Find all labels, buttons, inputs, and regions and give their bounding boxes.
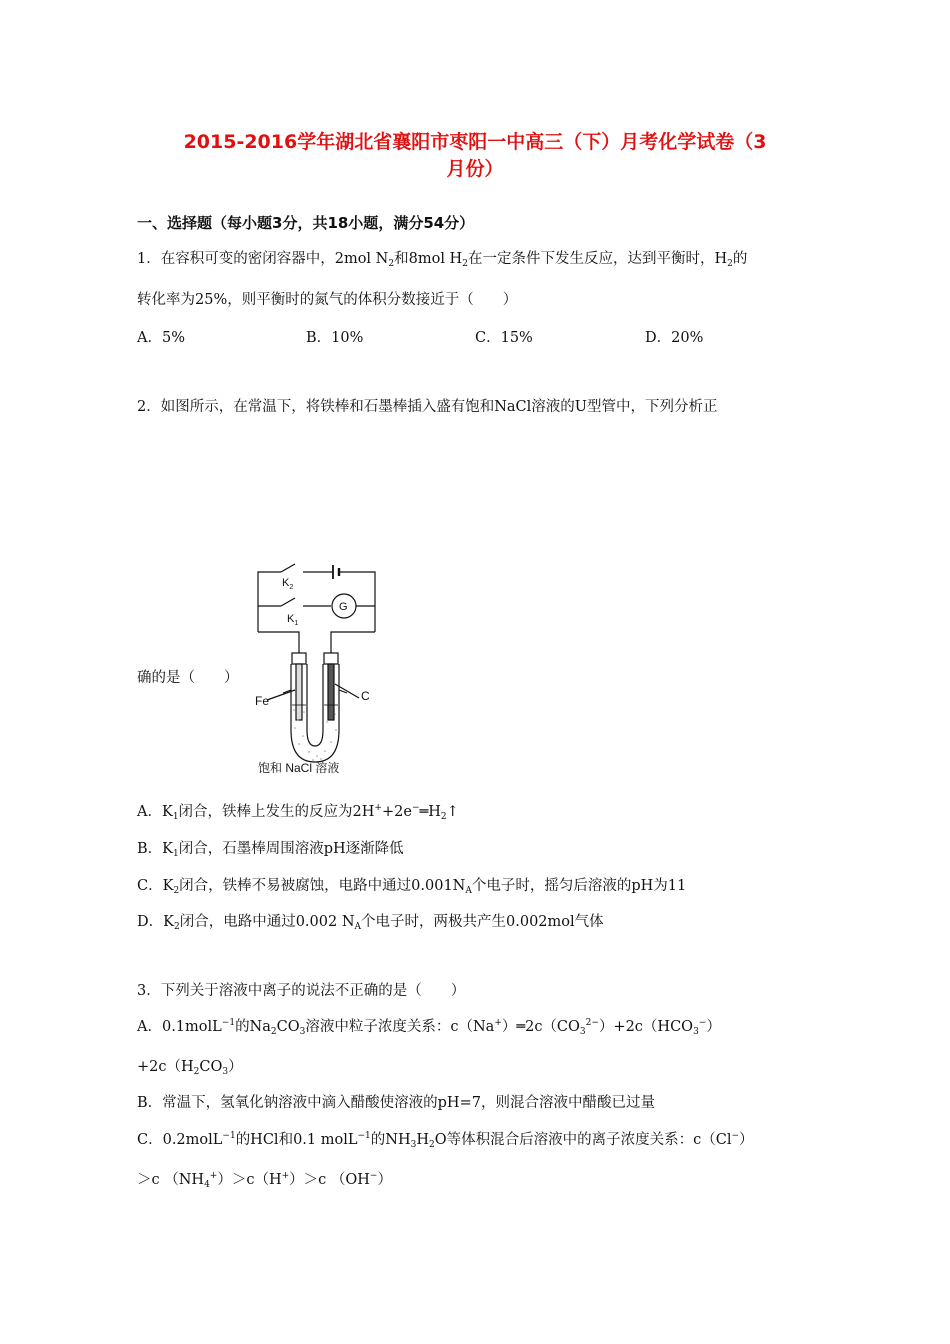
- label-solution: 饱和 NaCl 溶液: [258, 761, 340, 775]
- q1-option-c[interactable]: C．15%: [475, 330, 533, 346]
- wire-to-c: [331, 632, 375, 654]
- q3-option-a-line1[interactable]: A．0.1molL$^{-1}$的$Na_2CO_3$溶液中粒子浓度关系：$c(Na^+)═2c(CO_3^{2-})+2c(HCO_3^-)$: [137, 1018, 721, 1037]
- page-title-line1: 2015-2016学年湖北省襄阳市枣阳一中高三（下）月考化学试卷（3: [183, 131, 767, 153]
- q1-stem-line1: 1．在容积可变的密闭容器中，2mol $N_2$和8mol $H_2$在一定条件下发生反应，达到平衡时，$H_2$的: [137, 251, 748, 269]
- q1-option-a[interactable]: A．5%: [137, 330, 185, 346]
- q2-option-c[interactable]: C．$K_2$闭合，铁棒不易被腐蚀，电路中通过$0.001N_A$个电子时，摇匀后溶液的pH为11: [137, 878, 687, 896]
- label-k1: $K_1$: [287, 613, 299, 627]
- right-stopper: [324, 653, 338, 664]
- q2-stem-end: 确的是（ ）: [137, 670, 239, 686]
- q1-stem-line2: 转化率为25%，则平衡时的氮气的体积分数接近于（ ）: [137, 292, 518, 308]
- q1-option-b[interactable]: B．10%: [306, 330, 364, 346]
- label-galvanometer: G: [339, 601, 348, 613]
- q3-option-c-line1[interactable]: C．0.2molL$^{-1}$的HCl和0.1 molL$^{-1}$的$NH_3H_2O$等体积混合后溶液中的离子浓度关系：c（Cl−）: [137, 1131, 754, 1150]
- q3-option-a-line2: $+2c(H_2CO_3)$: [137, 1059, 243, 1077]
- page-title-line2: 月份）: [446, 158, 504, 180]
- u-tube-electrolysis-figure: [255, 560, 381, 775]
- q3-stem: 3．下列关于溶液中离子的说法不正确的是（ ）: [137, 983, 466, 999]
- wire-to-fe: [258, 632, 299, 654]
- q2-option-d[interactable]: D．$K_2$闭合，电路中通过0.002 $N_A$个电子时，两极共产生0.002mol气体: [137, 914, 604, 932]
- switch-k2-blade: [281, 564, 295, 572]
- c-electrode: [328, 664, 334, 720]
- left-stopper: [292, 653, 306, 664]
- label-c: C: [361, 689, 370, 703]
- q2-option-a[interactable]: A．$K_1$闭合，铁棒上发生的反应为$2H^++2e^-═H_2↑$: [137, 803, 459, 822]
- switch-k1-blade: [281, 598, 295, 606]
- circuit-wire-left-top: [258, 572, 281, 632]
- label-k2: $K_2$: [282, 577, 294, 591]
- fe-electrode: [296, 664, 302, 720]
- u-tube-inner: [307, 664, 323, 746]
- section-heading: 一、选择题（每小题3分，共18小题，满分54分）: [137, 214, 475, 232]
- q1-option-d[interactable]: D．20%: [645, 330, 704, 346]
- q3-option-b[interactable]: B．常温下，氢氧化钠溶液中滴入醋酸使溶液的pH=7，则混合溶液中醋酸已过量: [137, 1095, 655, 1111]
- q2-option-b[interactable]: B．$K_1$闭合，石墨棒周围溶液pH逐渐降低: [137, 841, 404, 859]
- q3-option-c-line2: ＞c $(NH_4^+)>c(H^+)>c$ （OH−）: [137, 1171, 392, 1190]
- q2-stem: 2．如图所示，在常温下，将铁棒和石墨棒插入盛有饱和NaCl溶液的U型管中，下列分析正: [137, 399, 718, 415]
- label-fe: Fe: [255, 694, 270, 708]
